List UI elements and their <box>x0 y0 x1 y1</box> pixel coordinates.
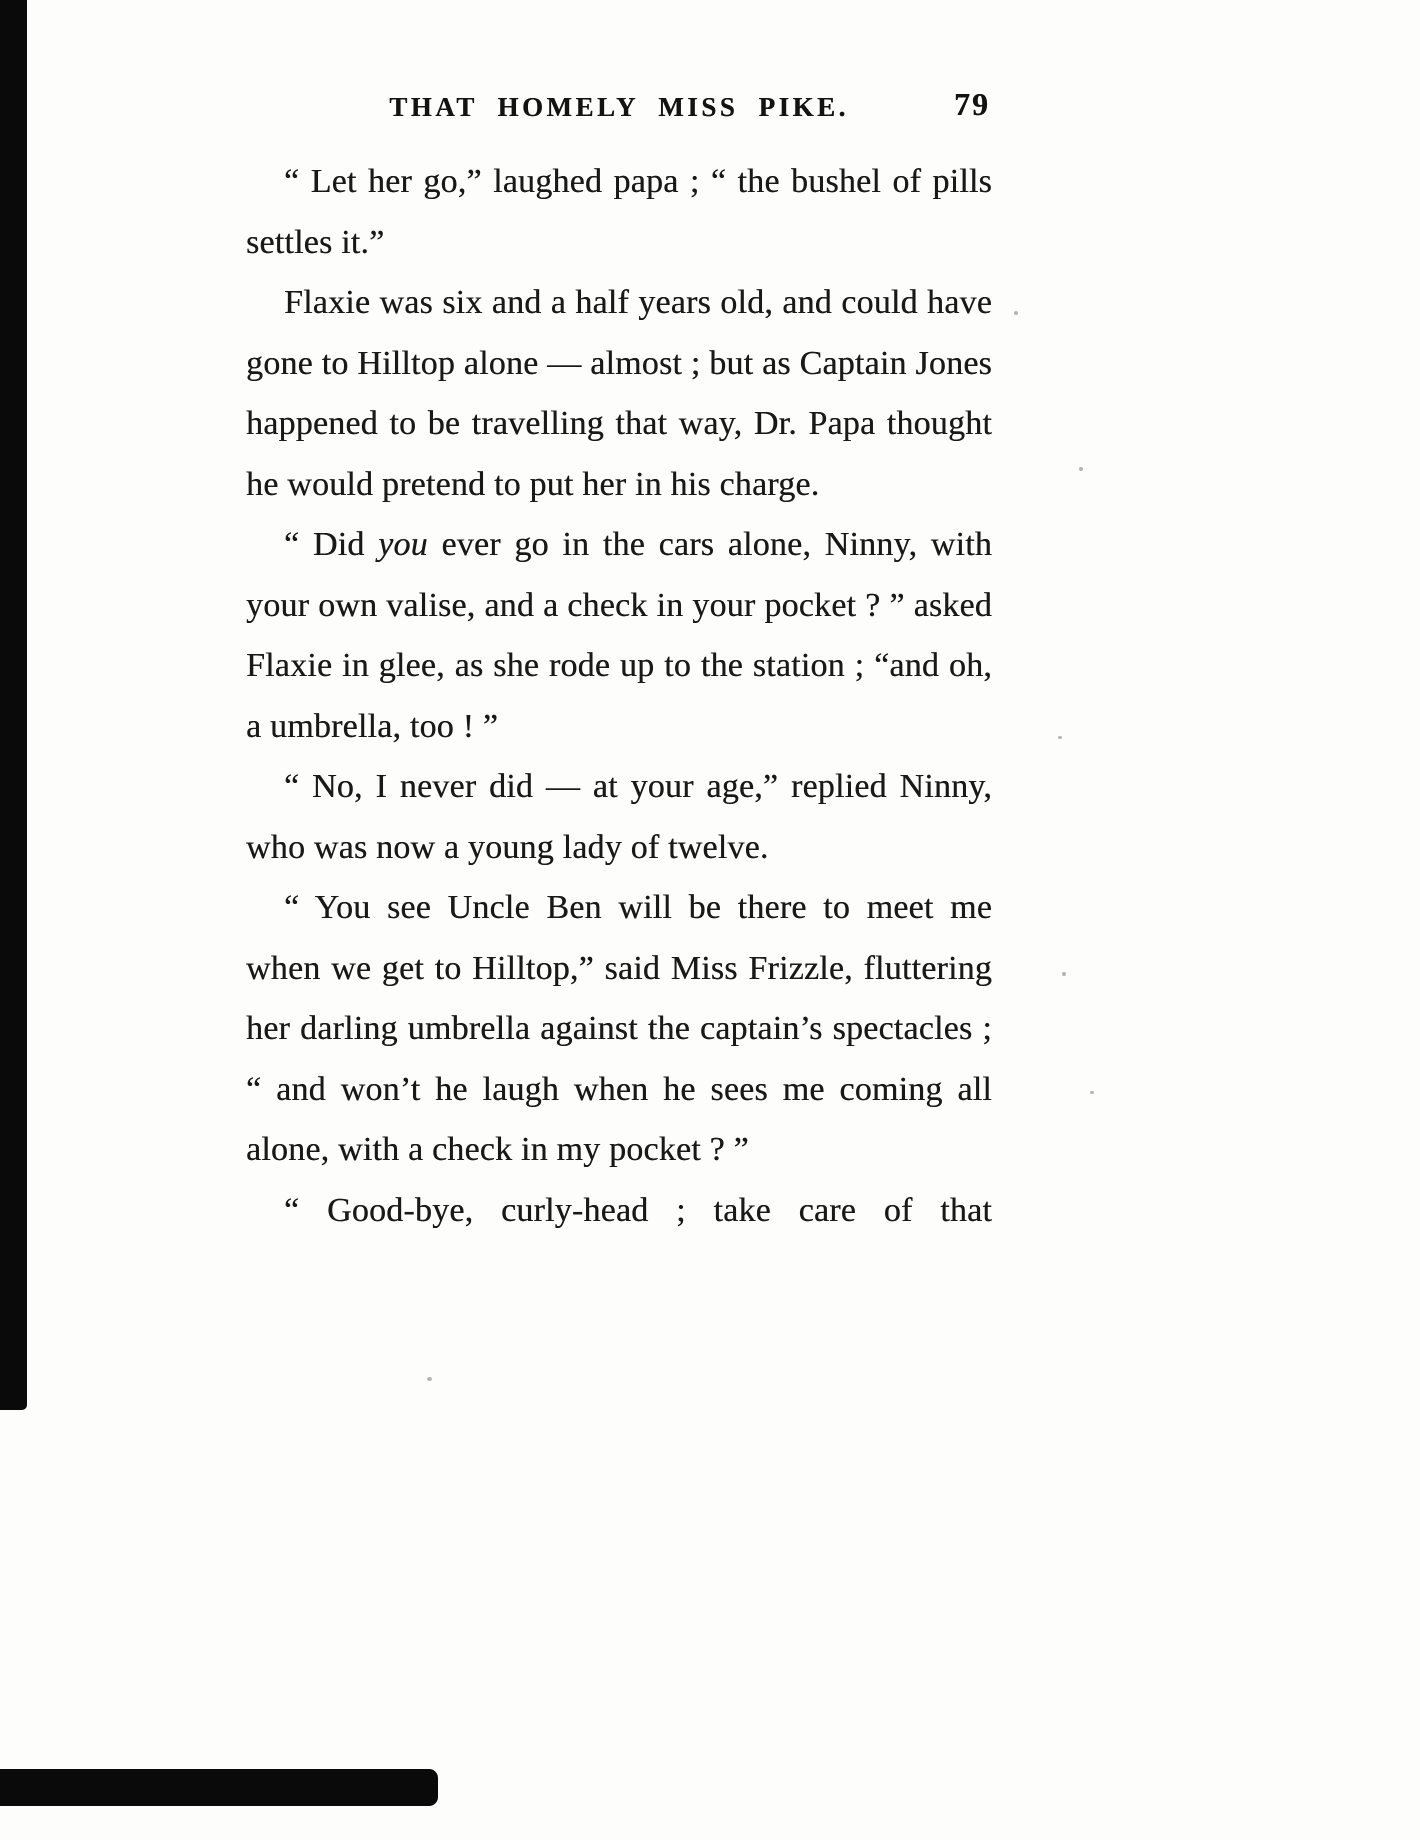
paragraph-4: “ No, I never did — at your age,” replied Ninny, who was now a young lady of twelve. <box>246 768 992 866</box>
scan-speck <box>1090 1091 1094 1094</box>
scan-speck <box>427 1377 432 1381</box>
scan-speck <box>1014 311 1018 315</box>
paragraph-5: “ You see Uncle Ben will be there to meet me when we get to Hilltop,” said Miss Frizzle, fluttering her darling umbrella against the captain’s spectacles ; “ and won’t he laugh when he sees me coming all alone, with a check in my pocket ? ” <box>246 889 992 1168</box>
scan-artifact-left-strip <box>0 0 27 1410</box>
italic-word: you <box>378 526 428 563</box>
scan-artifact-bottom-bar <box>0 1769 438 1806</box>
page-number: 79 <box>954 86 990 122</box>
page-content <box>246 86 993 1302</box>
scan-speck <box>1058 736 1062 739</box>
paragraph-6: “ Good-bye, curly-head ; take care of that <box>284 1191 992 1229</box>
paragraph-3 <box>246 515 992 757</box>
page-body <box>246 152 992 1302</box>
scan-speck <box>1062 972 1066 976</box>
paragraph-2: Flaxie was six and a half years old, and could have gone to Hilltop alone — almost ; but as Captain Jones happened to be travelling that way, Dr. Papa thought he would pretend to put her in his charge. <box>246 284 992 503</box>
scan-speck <box>1079 467 1083 471</box>
running-header <box>246 86 992 132</box>
paragraph-1: “ Let her go,” laughed papa ; “ the bushel of pills settles it.” <box>246 163 992 261</box>
running-header-title: THAT HOMELY MISS PIKE. <box>389 92 849 122</box>
paragraph-3-segment-post: ever go in the cars alone, Ninny, with your own valise, and a check in your pocket ? ” asked Flaxie in glee, as she rode up to the station ; “and oh, a umbrella, too ! ” <box>246 526 993 745</box>
paragraph-3-segment-pre: “ Did <box>284 526 379 563</box>
